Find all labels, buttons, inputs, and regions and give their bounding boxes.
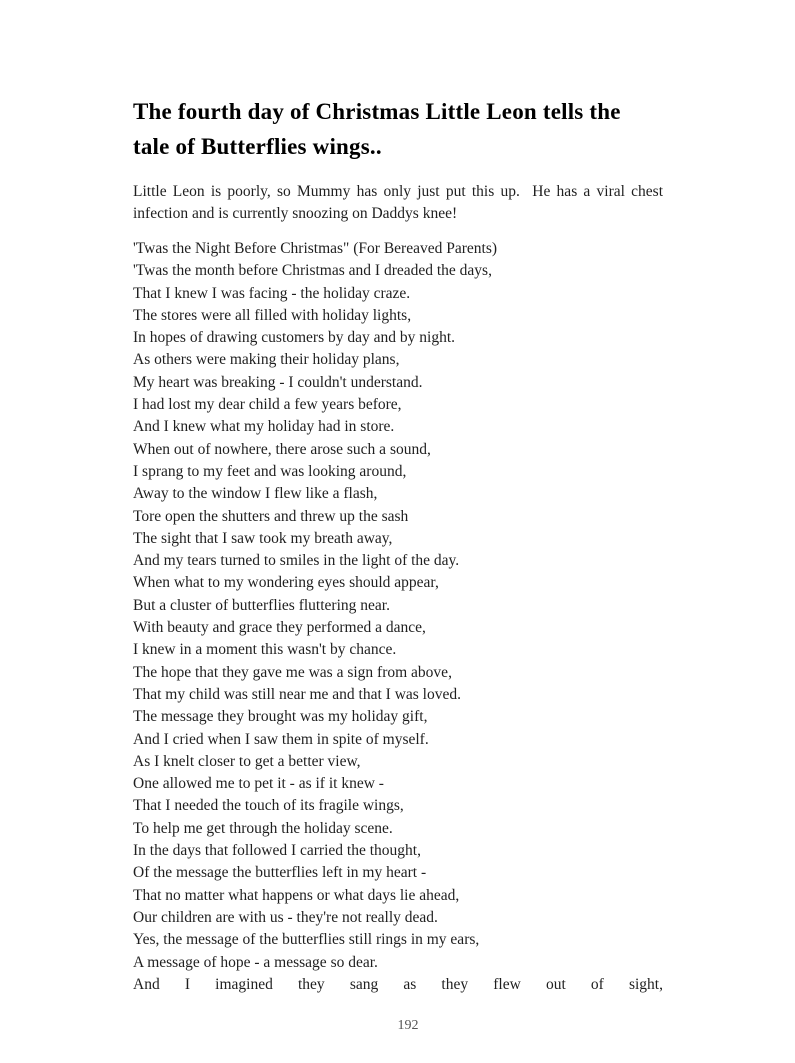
poem-line: As I knelt closer to get a better view, [133,752,361,770]
poem-line: Tore open the shutters and threw up the sash [133,507,409,525]
poem-line-justified: And I imagined they sang as they flew out of sight, [133,975,663,993]
page-title-line: The fourth day of Christmas Little Leon tells the [133,99,621,124]
poem-line: My heart was breaking - I couldn't understand. [133,373,423,391]
poem-line: Of the message the butterflies left in my heart - [133,864,427,882]
poem-line: I knew in a moment this wasn't by chance. [133,641,397,659]
poem-line: That I needed the touch of its fragile wings, [133,797,404,815]
poem-line: Yes, the message of the butterflies still rings in my ears, [133,931,480,949]
poem-line: A message of hope - a message so dear. [133,953,378,971]
poem-line: When out of nowhere, there arose such a sound, [133,440,431,458]
poem-line: 'Twas the month before Christmas and I dreaded the days, [133,262,492,280]
page-title [133,94,673,164]
poem-line: The stores were all filled with holiday lights, [133,306,412,324]
poem-line: And I cried when I saw them in spite of myself. [133,730,429,748]
poem-line: In hopes of drawing customers by day and by night. [133,329,455,347]
poem-line: Our children are with us - they're not really dead. [133,908,438,926]
poem-line: And I knew what my holiday had in store. [133,418,395,436]
poem-line: The sight that I saw took my breath away, [133,529,393,547]
poem-line: But a cluster of butterflies fluttering near. [133,596,390,614]
poem-line: To help me get through the holiday scene. [133,819,393,837]
poem-line: When what to my wondering eyes should appear, [133,574,439,592]
poem-line: 'Twas the Night Before Christmas" (For Bereaved Parents) [133,240,498,257]
poem-line: Away to the window I flew like a flash, [133,485,378,503]
poem-line: That I knew I was facing - the holiday craze. [133,284,411,302]
poem-line: The message they brought was my holiday gift, [133,708,428,726]
poem-line: In the days that followed I carried the thought, [133,842,421,860]
intro-paragraph: Little Leon is poorly, so Mummy has only just put this up. He has a viral chest infection and is currently snoozing on Daddys knee! [133,183,667,223]
poem-line: That no matter what happens or what days lie ahead, [133,886,460,904]
poem-line: I had lost my dear child a few years before, [133,396,402,414]
poem-line: I sprang to my feet and was looking around, [133,462,407,480]
poem-lines [133,238,663,974]
poem-line: And my tears turned to smiles in the light of the day. [133,552,460,570]
page-footer [358,1016,458,1036]
page-number: 192 [397,1018,419,1033]
poem-line: As others were making their holiday plans, [133,351,400,369]
poem-line: With beauty and grace they performed a dance, [133,619,426,637]
poem-line: The hope that they gave me was a sign from above, [133,663,452,681]
page-title-line: tale of Butterflies wings.. [133,134,382,159]
poem [133,238,663,996]
poem-line: One allowed me to pet it - as if it knew - [133,775,384,793]
poem-line: That my child was still near me and that I was loved. [133,685,461,703]
